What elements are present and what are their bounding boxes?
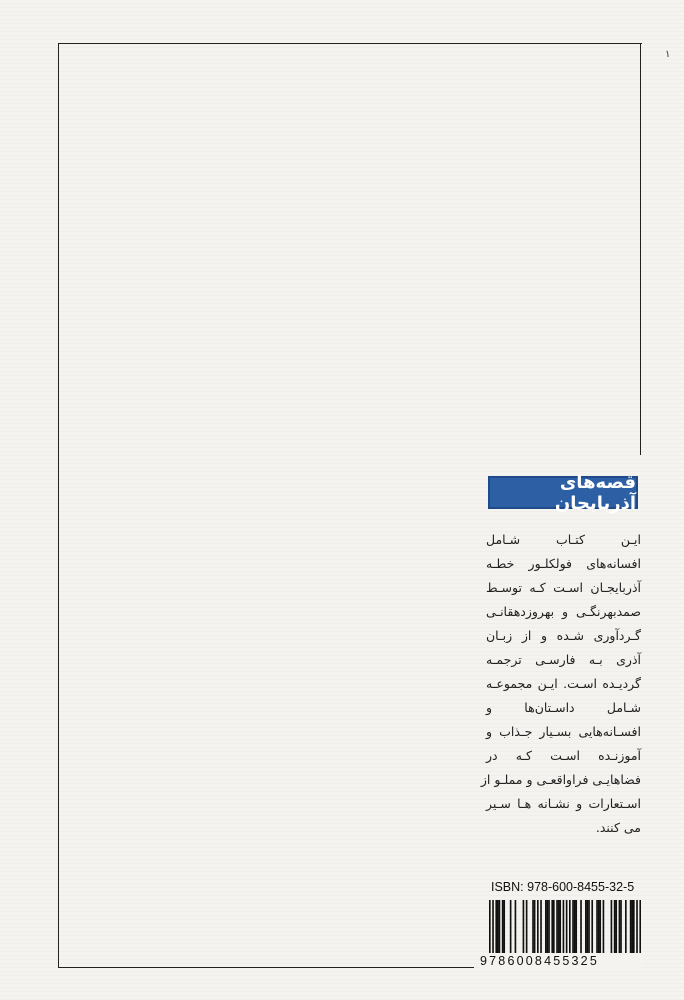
book-title-bar [488, 471, 638, 514]
description-line: افسـانه‌هایی بسـیار جـذاب و [486, 724, 641, 739]
description-line: صمدبهرنگـی و بهروزدهقانـی [486, 604, 641, 619]
isbn-label: ISBN: 978-600-8455-32-5 [491, 880, 635, 894]
book-title: قصه‌های آذربایجان [554, 471, 636, 514]
description-line: آموزنـده اسـت کـه در [486, 748, 641, 763]
cover-frame-left [58, 43, 59, 968]
description-line: شـامل داسـتان‌ها و [486, 700, 641, 715]
corner-mark: ۱ [665, 49, 671, 60]
description-line: گردیـده اسـت. ایـن مجموعـه [486, 676, 641, 691]
barcode-digits: 9786008455325 [480, 953, 642, 970]
cover-frame-right [640, 43, 641, 455]
cover-frame-bottom [58, 967, 474, 968]
description-line: آذربایجـان اسـت کـه توسـط [486, 580, 641, 595]
cover-frame-top [58, 43, 642, 44]
description-line: گـردآوری شـده و از زبـان [486, 628, 641, 643]
description-line: فضاهایـی فراواقعـی و مملـو از [480, 772, 641, 787]
description-line: اسـتعارات و نشـانه هـا سـیر [486, 796, 641, 811]
description-line: افسانه‌های فولکلـور خطـه [486, 556, 641, 571]
description-line: ایـن کتـاب شـامل [486, 532, 641, 547]
description-line: می کنند. [595, 820, 641, 835]
book-description [480, 528, 641, 835]
description-line: آذری بـه فارسـی ترجمـه [486, 652, 641, 667]
